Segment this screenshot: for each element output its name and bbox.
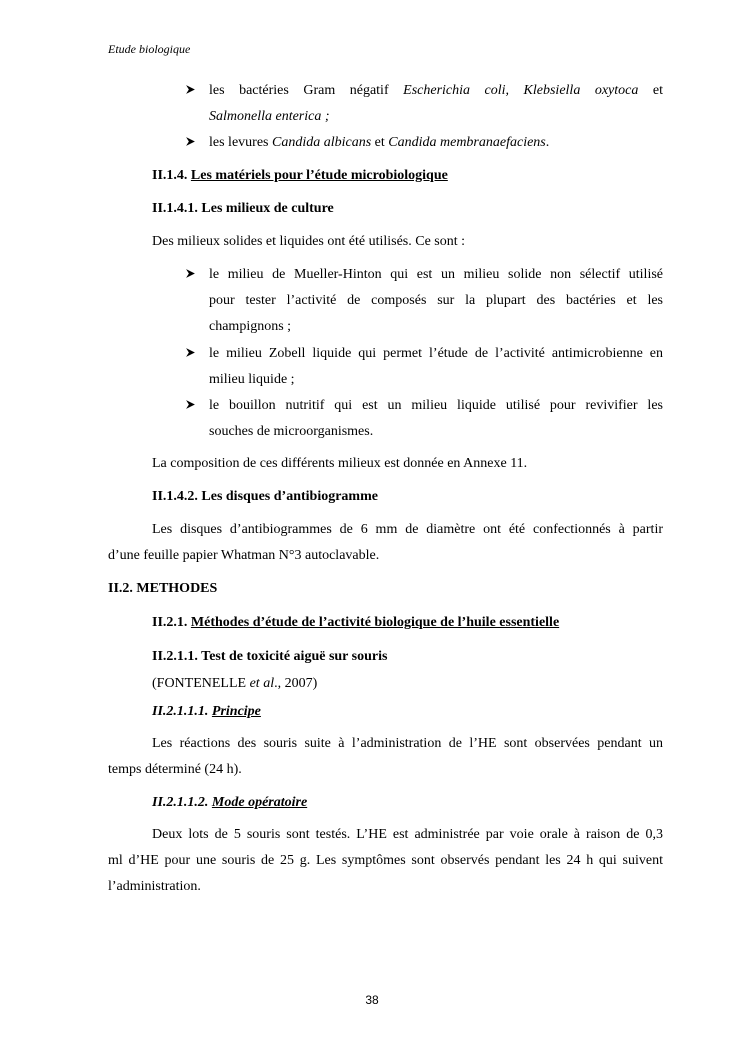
subsection-heading: II.2.1.1.2. Mode opératoire — [152, 795, 308, 810]
arrow-bullet-icon — [185, 130, 205, 156]
section-heading: II.2. METHODES — [108, 581, 218, 596]
list-item — [185, 78, 663, 130]
arrow-bullet-icon — [185, 262, 205, 288]
subsection-heading: II.2.1. Méthodes d’étude de l’activité biologique de l’huile essentielle — [152, 615, 560, 630]
bullet-line: le milieu de Mueller-Hinton qui est un milieu solide non sélectif utilisé — [209, 267, 663, 282]
bullet-line: milieu liquide ; — [209, 372, 295, 388]
paragraph: Les disques d’antibiogrammes de 6 mm de diamètre ont été confectionnés à partir d’une feuille papier Whatman N°3 autoclavable. — [108, 522, 663, 564]
bullet-line: le bouillon nutritif qui est un milieu liquide utilisé pour revivifier les — [209, 398, 663, 413]
page-number: 38 — [365, 993, 379, 1007]
list-item — [185, 393, 663, 445]
paragraph: La composition de ces différents milieux est donnée en Annexe 11. — [152, 456, 528, 471]
page-header: Etude biologique — [108, 42, 191, 56]
paragraph: Des milieux solides et liquides ont été utilisés. Ce sont : — [152, 234, 466, 249]
subsection-heading: II.1.4.2. Les disques d’antibiogramme — [152, 489, 378, 504]
paragraph: Deux lots de 5 souris sont testés. L’HE est administrée par voie orale à raison de 0,3 ml d’HE pour une souris de 25 g. Les symptômes sont observés pendant les 24 h qui suivent l’administration. — [108, 827, 663, 895]
paragraph: Les réactions des souris suite à l’administration de l’HE sont observées pendant un temps déterminé (24 h). — [108, 736, 663, 778]
bullet-line: souches de microorganismes. — [209, 424, 374, 440]
bullet-continuation: Salmonella enterica ; — [209, 109, 330, 125]
section-heading: II.1.4. Les matériels pour l’étude microbiologique — [152, 168, 448, 183]
bullet-line: pour tester l’activité de composés sur la plupart des bactéries et les — [209, 293, 663, 309]
bullet-line: champignons ; — [209, 319, 292, 335]
list-item — [185, 130, 663, 156]
arrow-bullet-icon — [185, 78, 205, 104]
bullet-text: les bactéries Gram négatif Escherichia coli, Klebsiella oxytoca et — [209, 83, 663, 98]
bullet-line: le milieu Zobell liquide qui permet l’étude de l’activité antimicrobienne en — [209, 346, 663, 361]
subsection-heading: II.2.1.1. Test de toxicité aiguë sur souris — [152, 649, 388, 664]
list-item — [185, 341, 663, 393]
arrow-bullet-icon — [185, 393, 205, 419]
list-item — [185, 262, 663, 341]
bullet-text: les levures Candida albicans et Candida membranaefaciens. — [209, 135, 550, 150]
arrow-bullet-icon — [185, 341, 205, 367]
subsection-heading: II.1.4.1. Les milieux de culture — [152, 201, 334, 216]
reference: (FONTENELLE et al., 2007) — [152, 676, 318, 691]
subsection-heading: II.2.1.1.1. Principe — [152, 704, 261, 719]
